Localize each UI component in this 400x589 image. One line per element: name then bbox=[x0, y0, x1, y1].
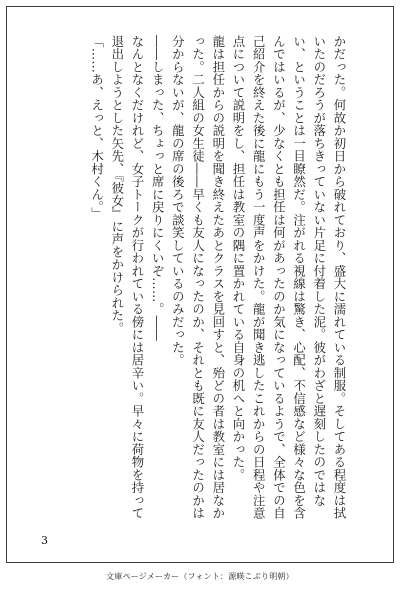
novel-body-text bbox=[43, 35, 349, 525]
page-frame bbox=[6, 6, 394, 563]
colophon: 文庫ページメーカー（フォント：源暎こぶり明朝） bbox=[106, 572, 294, 581]
paragraph-2: 龍は担任からの説明を聞き終えたあとクラスを見回すと、殆どの者は教室には居なかった。二人組の女生徒――早くも友人になったのか、それとも既に友人だったのかは分からないが、龍の席の後ろで談笑しているのみだった。 bbox=[170, 35, 226, 520]
paragraph-4: なんとなくだけれど、女子トークが行われている傍には居辛い。早々に荷物を持って退出しようとした矢先、『彼女』に声をかけられた。 bbox=[109, 35, 145, 520]
page-number: 3 bbox=[41, 534, 48, 547]
paragraph-3: ――しまった、ちょっと席に戻りにくいぞ……。―― bbox=[150, 35, 166, 341]
paragraph-1: かだった。何故か初日から破れており、盛大に濡れている制服。そしてある程度は拭いたのだろうが落ちきっていない片足に付着した泥。彼がわざと遅刻したのではない、ということは一目瞭然だ。注がれる視線は驚き、心配、不信感など様々な色を含んではいるが、少なくとも担任は何があったのか気になっているようで、全体での自己紹介を終えた後に龍にもう一度声をかけた。龍が聞き逃したこれからの日程や注意点について説明をし、担任は教室の隅に置かれている自身の机へと向かった。 bbox=[230, 35, 347, 520]
paragraph-5: 「……あ、えっと、木村くん。」 bbox=[89, 35, 105, 221]
